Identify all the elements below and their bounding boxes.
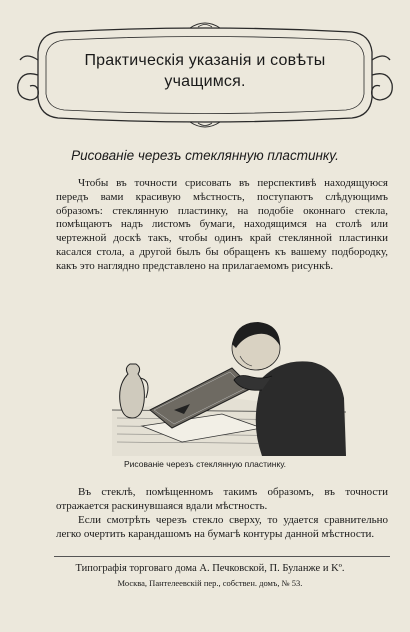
banner-title-line-2: учащимся. bbox=[164, 73, 246, 90]
article-paragraph-1: Чтобы въ точности срисовать въ перспективѣ находящуюся передъ вами красивую мѣстность, поступаютъ слѣдующимъ образомъ: стеклянную пластинку, на подобіе оконнаго стекла, помѣщаютъ надъ листомъ бумаги, находящимся на столѣ или чертежной доскѣ такъ, чтобы одинъ край стеклянной пластинки касался стола, а другой былъ бы обращенъ къ вашему подбородку, какъ это наглядно представлено на прилагаемомъ рисункѣ. bbox=[56, 177, 388, 272]
article-heading: Рисованіе черезъ стеклянную пластинку. bbox=[71, 148, 339, 163]
printer-address: Москва, Пантелеевскій пер., собствен. домъ, № 53. bbox=[117, 578, 303, 588]
article-paragraph-3: Если смотрѣть черезъ стекло сверху, то удается сравнительно легко очертить карандашомъ на бумагѣ контуры данной мѣстности. bbox=[56, 514, 388, 540]
banner-title bbox=[70, 50, 340, 92]
illustration-drawing-through-glass bbox=[112, 318, 346, 456]
banner-title-line-1: Практическія указанія и совѣты bbox=[84, 52, 326, 69]
illustration-caption: Рисованіе черезъ стеклянную пластинку. bbox=[123, 459, 287, 469]
printer-imprint: Типографія торговаго дома А. Печковской, П. Буланже и Kº. bbox=[75, 563, 345, 574]
article-paragraph-2: Въ стеклѣ, помѣщенномъ такимъ образомъ, въ точности отражается раскинувшаяся вдали мѣстность. bbox=[56, 486, 388, 512]
footer-divider bbox=[54, 556, 390, 557]
